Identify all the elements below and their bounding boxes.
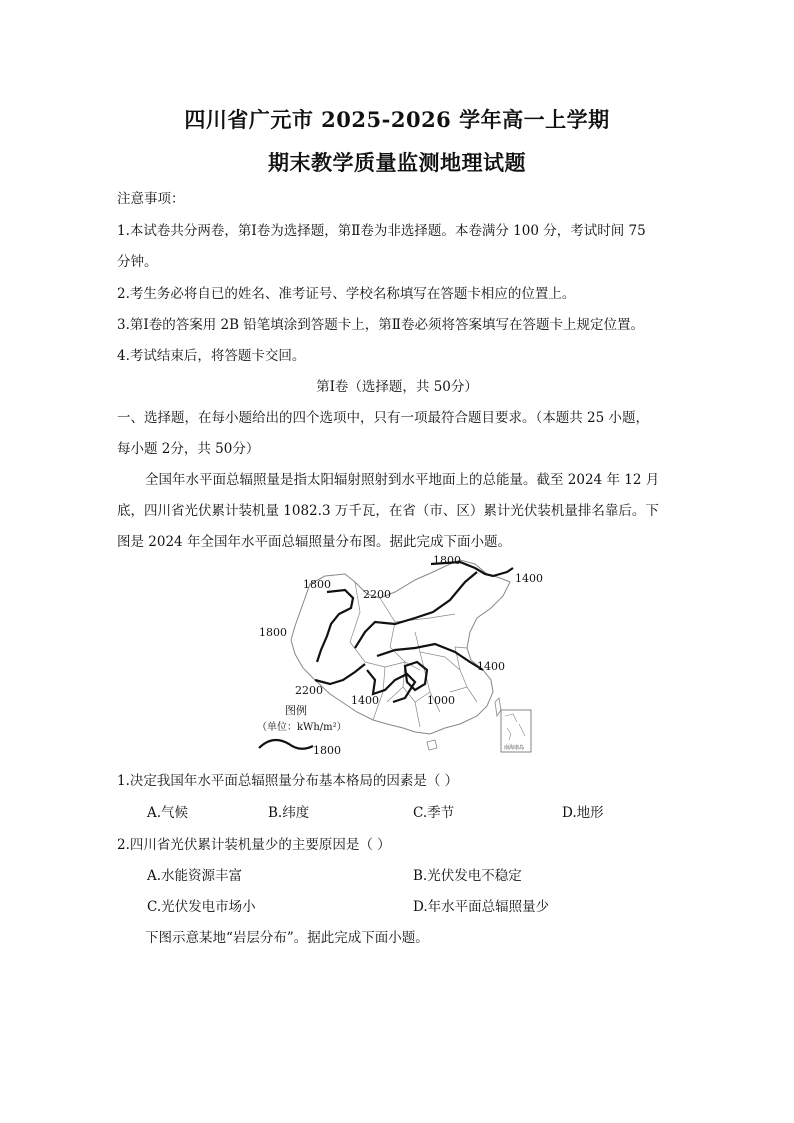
legend-unit: （单位：kWh/m²） bbox=[257, 722, 347, 733]
legend-isoline-sample bbox=[259, 740, 313, 749]
q2-option-a: A.水能资源丰富 bbox=[147, 868, 243, 884]
label-1800-north: 1800 bbox=[433, 554, 461, 567]
label-2200-top: 2200 bbox=[363, 588, 391, 601]
isoline-2200-southwest bbox=[315, 664, 365, 684]
notice-item-2: 2.考生务必将自已的姓名、准考证号、学校名称填写在答题卡相应的位置上。 bbox=[117, 286, 576, 302]
label-1000: 1000 bbox=[427, 694, 455, 707]
section1-line1: 一、选择题，在每小题给出的四个选项中，只有一项最符合题目要求。（本题共 25 小题， bbox=[117, 410, 650, 426]
isoline-1800-northwest bbox=[317, 590, 353, 662]
q1-option-d: D.地形 bbox=[562, 805, 604, 821]
passage1-line2: 底，四川省光伏累计装机量 1082.3 万千瓦，在省（市、区）累计光伏装机量排名靠后。下 bbox=[117, 503, 659, 519]
section1-line2: 每小题 2分，共 50分） bbox=[117, 441, 260, 457]
label-1800-west: 1800 bbox=[259, 626, 287, 639]
radiation-map-figure bbox=[255, 552, 545, 757]
notice-item-1-line1: 1.本试卷共分两卷，第Ⅰ卷为选择题，第Ⅱ卷为非选择题。本卷满分 100 分，考试时间 75 bbox=[117, 223, 646, 239]
inset-coast bbox=[505, 714, 525, 740]
legend-sample-value: 1800 bbox=[313, 744, 341, 757]
q1-stem: 1.决定我国年水平面总辐照量分布基本格局的因素是（ ） bbox=[117, 773, 459, 789]
q2-stem: 2.四川省光伏累计装机量少的主要原因是（ ） bbox=[117, 837, 391, 853]
inset-label: 南海诸岛 bbox=[504, 745, 525, 751]
label-1400-northeast: 1400 bbox=[515, 572, 543, 585]
notice-item-3: 3.第Ⅰ卷的答案用 2B 铅笔填涂到答题卡上，第Ⅱ卷必须将答案填写在答题卡上规定位置。 bbox=[117, 317, 644, 333]
label-1800-west-top: 1800 bbox=[303, 578, 331, 591]
q1-option-a: A.气候 bbox=[147, 805, 189, 821]
label-1400-east: 1400 bbox=[477, 660, 505, 673]
label-2200-southwest: 2200 bbox=[295, 684, 323, 697]
notice-item-4: 4.考试结束后，将答题卡交回。 bbox=[117, 348, 306, 364]
legend-title: 图例 bbox=[285, 704, 307, 717]
q1-option-b: B.纬度 bbox=[268, 805, 310, 821]
exam-title-line2: 期末教学质量监测地理试题 bbox=[268, 150, 526, 175]
label-1400-southwest: 1400 bbox=[351, 694, 379, 707]
q2-option-c: C.光伏发电市场小 bbox=[147, 899, 256, 915]
notice-heading: 注意事项： bbox=[117, 191, 185, 207]
passage1-line3: 图是 2024 年全国年水平面总辐照量分布图。据此完成下面小题。 bbox=[117, 534, 511, 550]
part1-heading: 第Ⅰ卷（选择题，共 50分） bbox=[316, 379, 478, 395]
notice-item-1-line2: 分钟。 bbox=[117, 254, 158, 270]
hainan-island bbox=[427, 740, 437, 750]
q2-option-b: B.光伏发电不稳定 bbox=[413, 868, 522, 884]
q2-option-d: D.年水平面总辐照量少 bbox=[413, 899, 550, 915]
passage2: 下图示意某地“岩层分布”。据此完成下面小题。 bbox=[145, 930, 429, 946]
china-radiation-map bbox=[255, 552, 545, 757]
exam-title-line1: 四川省广元市 2025-2026 学年高一上学期 bbox=[184, 107, 610, 132]
q1-option-c: C.季节 bbox=[413, 805, 455, 821]
taiwan-island bbox=[495, 698, 501, 716]
passage1-line1: 全国年水平面总辐照量是指太阳辐射照射到水平地面上的总能量。截至 2024 年 12 月 bbox=[145, 472, 660, 488]
